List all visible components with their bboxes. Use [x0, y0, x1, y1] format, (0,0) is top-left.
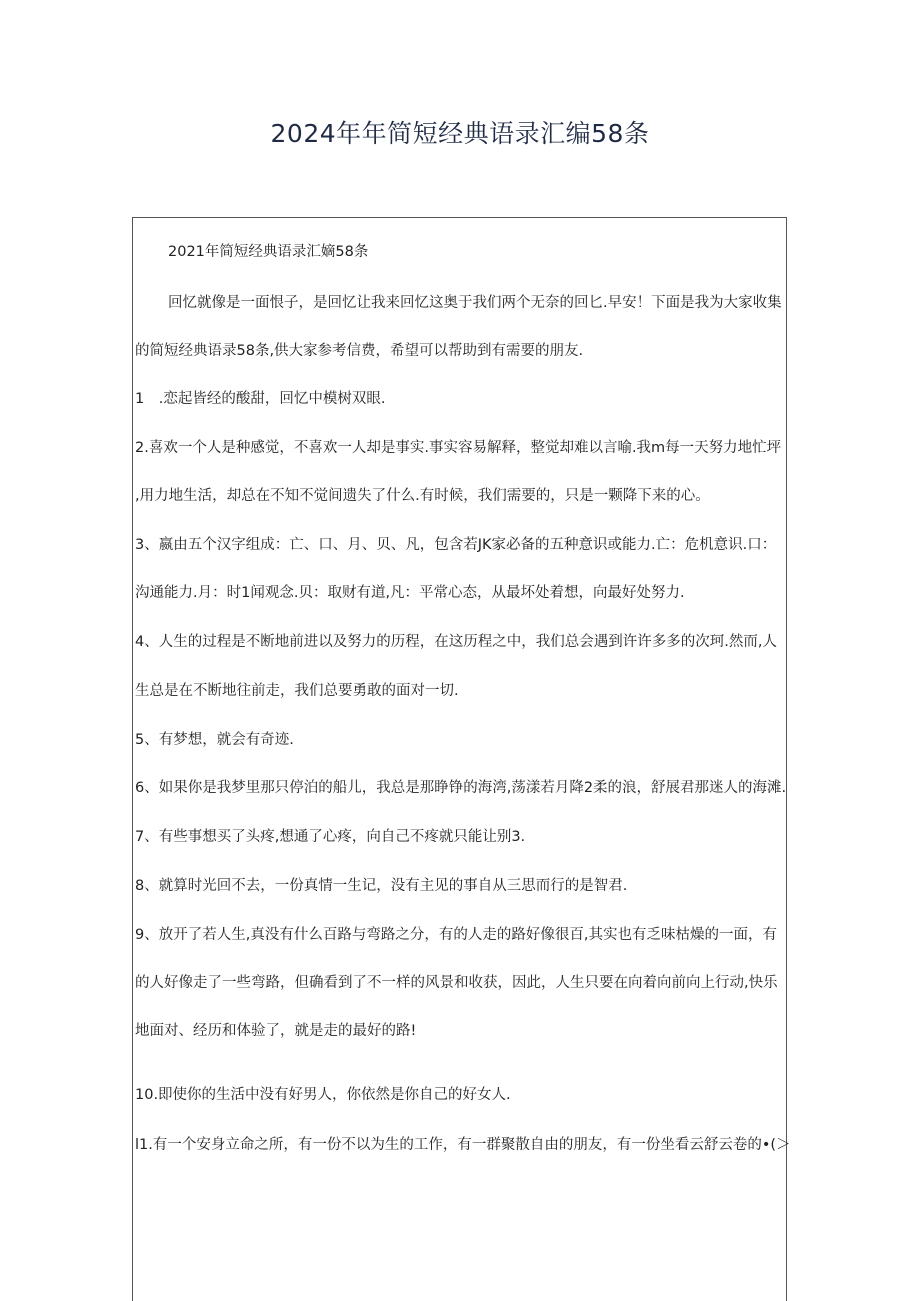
quote-11-line-1: l1.有一个安身立命之所，有一份不以为生的工作，有一群聚散自由的朋友，有一份坐看云舒云卷的•(＞	[135, 1137, 791, 1153]
quote-9-line-1: 9、放开了若人生,真没有什么百路与弯路之分，有的人走的路好像很百,其实也有乏味枯燥的一面，有	[135, 927, 777, 943]
quote-5-line-1: 5、有梦想，就会有奇迹.	[135, 732, 294, 748]
quote-1-line-1: 1 .恋起皆经的酸甜，回忆中模树双眼.	[135, 391, 386, 407]
subtitle-line: 2021年简短经典语录汇嫡58条	[168, 244, 369, 260]
quote-4-line-2: 生总是在不断地往前走，我们总要勇敢的面对一切.	[135, 683, 459, 699]
quote-8-line-1: 8、就算时光回不去，一份真情一生记，没有主见的事自从三思而行的是智君.	[135, 878, 628, 894]
quote-9-line-3: 地面对、经历和体验了，就是走的最好的路!	[135, 1023, 417, 1039]
document-title: 2024年年简短经典语录汇编58条	[270, 119, 650, 148]
quote-3-line-2: 沟通能力.月：时1闻观念.贝：取财有道,凡：平常心态，从最坏处着想，向最好处努力.	[135, 585, 685, 601]
quote-4-line-1: 4、人生的过程是不断地前进以及努力的历程，在这历程之中，我们总会遇到许许多多的次珂.然而,人	[135, 634, 777, 650]
intro-line-1: 回忆就像是一面恨子，是回忆让我来回忆这奥于我们两个无奈的回匕.早安！下面是我为大家收集	[168, 295, 782, 311]
quote-2-line-2: ,用力地生活，却总在不知不觉间遗失了什么.有时候，我们需要的，只是一颗降下来的心。	[135, 488, 710, 504]
quote-7-line-1: 7、有些事想买了头疼,想通了心疼，向自己不疼就只能让别3.	[135, 829, 526, 845]
quote-3-line-1: 3、嬴由五个汉字组成：亡、口、月、贝、凡，包含若JK家必备的五种意识或能力.亡：危机意识.口：	[135, 537, 777, 553]
quote-2-line-1: 2.喜欢一个人是种感觉，不喜欢一人却是事实.事实容易解释，整觉却难以言喻.我m每一天努力地忙坪	[135, 440, 782, 456]
quote-6-line-1: 6、如果你是我梦里那只停泊的船儿，我总是那睁铮的海湾,荡漾若月降2柔的浪，舒展君那迷人的海滩.	[135, 780, 787, 796]
quote-9-line-2: 的人好像走了一些弯路，但确看到了不一样的风景和收获，因此，人生只要在向着向前向上行动,快乐	[135, 975, 778, 991]
intro-line-2: 的简短经典语录58条,供大家参考信费，希望可以帮助到有需要的朋友.	[135, 343, 584, 359]
quote-10-line-1: 10.即使你的生活中没有好男人，你依然是你自己的好女人.	[135, 1087, 511, 1103]
